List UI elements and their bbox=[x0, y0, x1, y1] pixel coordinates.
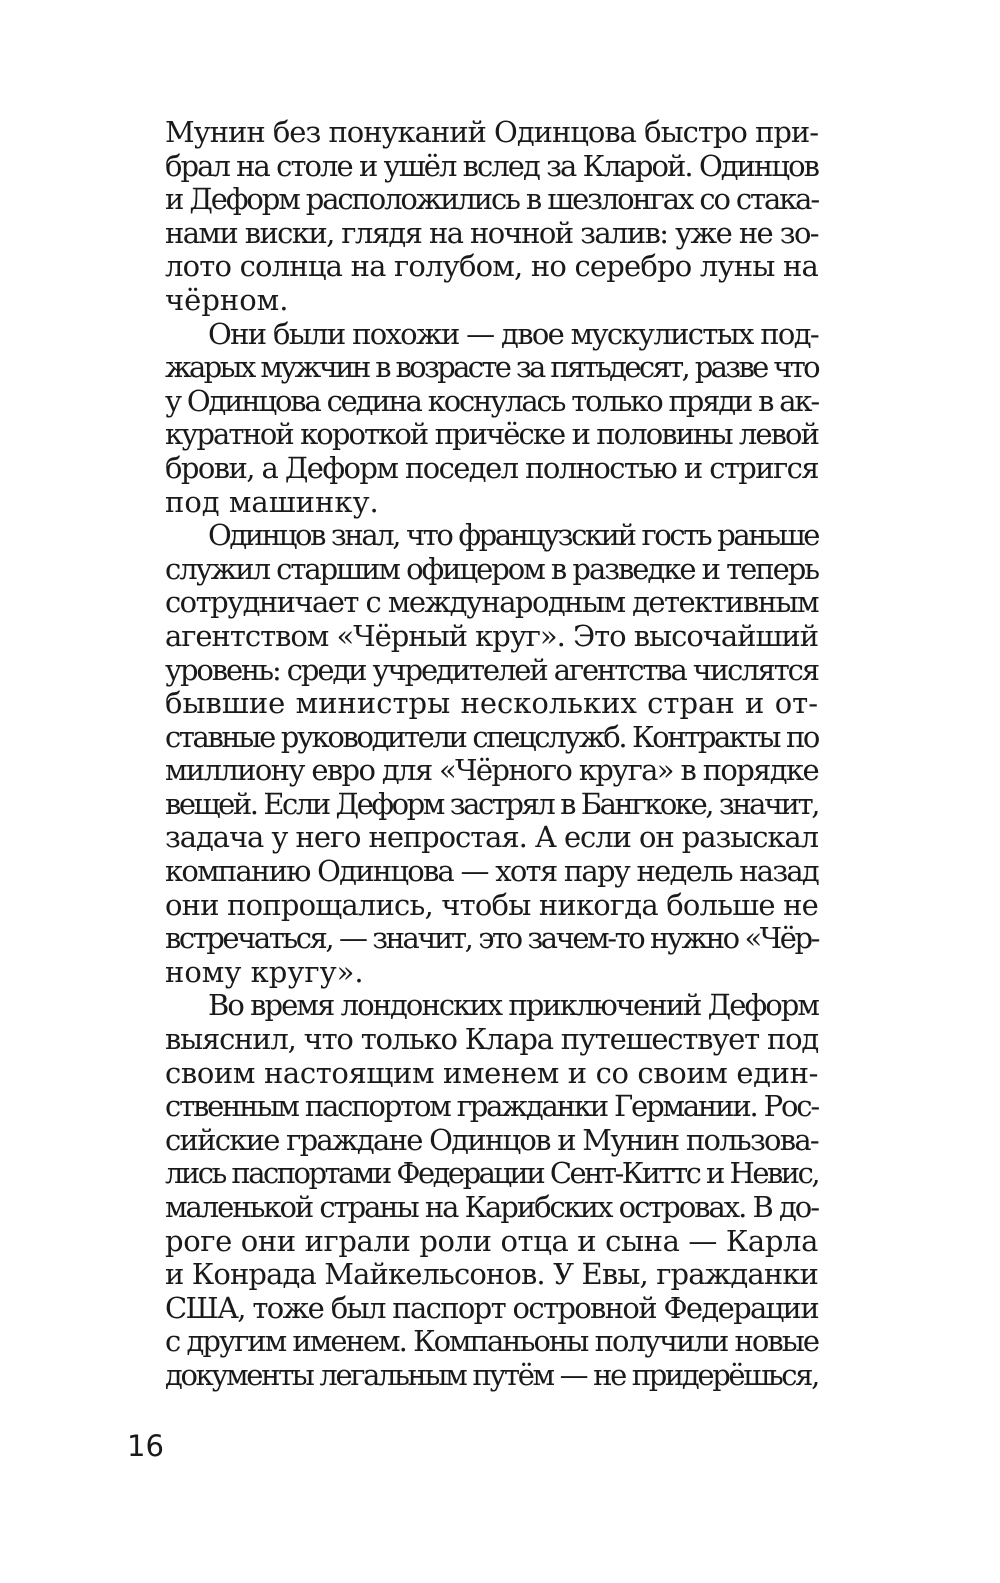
text-line: жарых мужчин в возрасте за пятьдесят, разве что bbox=[165, 350, 818, 385]
text-line: встречаться, — значит, это зачем-то нужно «Чёр- bbox=[165, 921, 818, 956]
text-line: сотрудничает с международным детективным bbox=[165, 585, 819, 620]
text-line: брови, а Деформ поседел полностью и стригся bbox=[165, 450, 819, 485]
text-line: ственным паспортом гражданки Германии. Рос- bbox=[165, 1089, 818, 1124]
paragraph bbox=[165, 116, 818, 318]
text-line: своим настоящим именем и со своим един- bbox=[165, 1055, 819, 1090]
text-line: Они были похожи — двое мускулистых под- bbox=[208, 316, 819, 351]
text-line: под машинку. bbox=[165, 484, 379, 519]
page-number: 16 bbox=[127, 1429, 164, 1463]
text-line: и Деформ расположились в шезлонгах со стака- bbox=[165, 182, 818, 217]
text-line: вещей. Если Деформ застрял в Бангкоке, значит, bbox=[165, 786, 819, 821]
text-line: ставные руководители спецслужб. Контракты по bbox=[165, 719, 819, 754]
paragraph bbox=[165, 318, 818, 520]
text-line: и Конрада Майкельсонов. У Евы, гражданки bbox=[165, 1257, 818, 1292]
text-line: служил старшим офицером в разведке и теперь bbox=[165, 551, 819, 586]
text-line: с другим именем. Компаньоны получили новые bbox=[165, 1324, 818, 1359]
text-line: документы легальным путём — не придерёшься, bbox=[165, 1357, 818, 1392]
text-line: у Одинцова седина коснулась только пряди в ак- bbox=[165, 383, 818, 418]
text-line: Во время лондонских приключений Деформ bbox=[208, 988, 819, 1023]
body-text bbox=[165, 116, 818, 1393]
text-line: Мунин без понуканий Одинцова быстро при- bbox=[165, 115, 819, 149]
text-line: агентством «Чёрный круг». Это высочайший bbox=[165, 618, 818, 653]
text-line: ному кругу». bbox=[165, 954, 364, 989]
text-line: бывшие министры нескольких стран и от- bbox=[165, 686, 818, 721]
text-line: роге они играли роли отца и сына — Карла bbox=[165, 1223, 818, 1258]
text-line: уровень: среди учредителей агентства числятся bbox=[165, 652, 818, 687]
text-line: чёрном. bbox=[165, 282, 289, 317]
text-line: куратной короткой причёске и половины левой bbox=[165, 417, 818, 452]
text-line: США, тоже был паспорт островной Федерации bbox=[165, 1290, 819, 1325]
text-line: компанию Одинцова — хотя пару недель назад bbox=[165, 854, 819, 889]
text-line: лись паспортами Федерации Сент-Киттс и Невис, bbox=[165, 1156, 819, 1191]
paragraph bbox=[165, 989, 818, 1392]
text-line: они попрощались, чтобы никогда больше не bbox=[165, 887, 818, 922]
text-line: сийские граждане Одинцов и Мунин пользова- bbox=[165, 1122, 818, 1157]
text-line: задача у него непростая. А если он разыскал bbox=[165, 820, 818, 855]
paragraph bbox=[165, 519, 818, 989]
text-line: Одинцов знал, что французский гость раньше bbox=[208, 518, 818, 553]
text-line: брал на столе и ушёл вслед за Кларой. Одинцов bbox=[165, 148, 819, 183]
text-line: выяснил, что только Клара путешествует под bbox=[165, 1022, 818, 1057]
text-line: лото солнца на голубом, но серебро луны на bbox=[165, 249, 818, 284]
text-line: миллиону евро для «Чёрного круга» в порядке bbox=[165, 753, 818, 788]
text-line: маленькой страны на Карибских островах. В до- bbox=[165, 1190, 818, 1224]
text-line: нами виски, глядя на ночной залив: уже не зо- bbox=[165, 215, 819, 250]
